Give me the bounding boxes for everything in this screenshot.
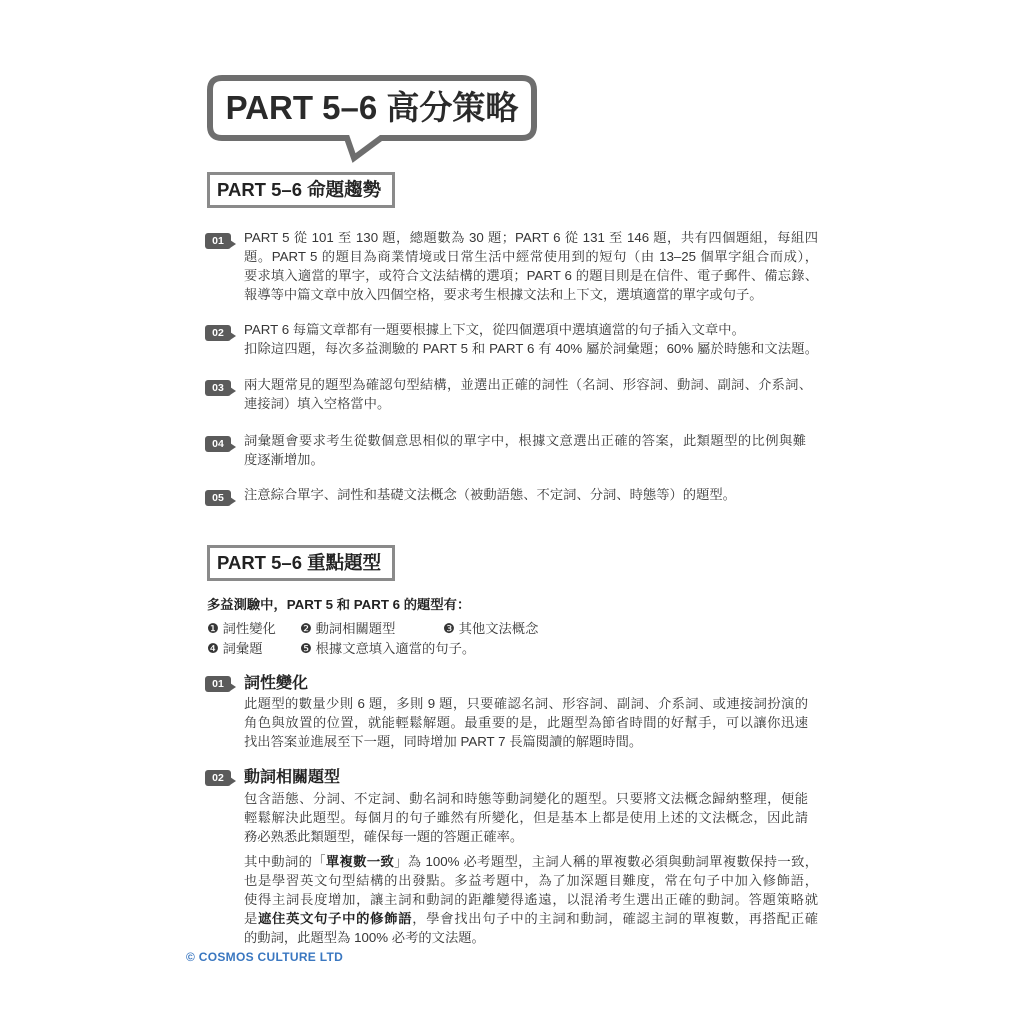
text-line: 也是學習英文句型結構的出發點。多益考題中，為了加深題目難度，常在句子中加入修飾語， bbox=[244, 873, 818, 888]
trend-item-text bbox=[244, 375, 812, 413]
text-line: 包含語態、分詞、不定詞、動名詞和時態等動詞變化的題型。只要將文法概念歸納整理，便能 bbox=[244, 791, 808, 806]
text-segment: ，學會找出句子中的主詞和動詞，確認主詞的單複數，再搭配正確 bbox=[412, 911, 819, 926]
text-segment: 是 bbox=[244, 911, 259, 926]
text-line: 找出答案並進展至下一題，同時增加 PART 7 長篇閱讀的解題時間。 bbox=[244, 733, 643, 749]
item-number-badge: 01 bbox=[205, 233, 231, 249]
text-segment: 」為 100% 必考題型，主詞人稱的單複數必須與動詞單複數保持一致， bbox=[394, 854, 819, 869]
emphasis-text: 遮住英文句子中的修飾語 bbox=[258, 911, 413, 926]
page-title: PART 5–6 高分策略 bbox=[225, 89, 519, 126]
item-number-badge: 03 bbox=[205, 380, 231, 396]
item-number-badge: 02 bbox=[205, 325, 231, 341]
text-line: 輕鬆解決此題型。每個月的句子雖然有所變化，但是基本上都是使用上述的文法概念，因此請 bbox=[244, 809, 808, 825]
text-line: 務必熟悉此類題型，確保每一題的答題正確率。 bbox=[244, 828, 524, 844]
subsection-number-badge: 01 bbox=[205, 676, 231, 692]
copyright-notice: © COSMOS CULTURE LTD bbox=[186, 950, 344, 964]
text-line: 注意綜合單字、詞性和基礎文法概念（被動語態、不定詞、分詞、時態等）的題型。 bbox=[244, 487, 736, 502]
item-number-badge: 04 bbox=[205, 436, 231, 452]
subsection-title: 動詞相關題型 bbox=[244, 769, 341, 786]
type-item: ❷ 動詞相關題型 bbox=[300, 621, 396, 636]
text-line: 兩大題常見的題型為確認句型結構，並選出正確的詞性（名詞、形容詞、動詞、副詞、介系詞、 bbox=[244, 377, 812, 392]
trend-item-text bbox=[244, 228, 818, 304]
text-line bbox=[244, 852, 818, 871]
subsection-number-badge: 02 bbox=[205, 770, 231, 786]
text-line: 角色與放置的位置，就能輕鬆解題。最重要的是，此題型為節省時間的好幫手，可以讓你迅速 bbox=[244, 714, 808, 730]
trend-item-text bbox=[244, 431, 806, 469]
subsection-body bbox=[244, 790, 808, 846]
text-segment: 其中動詞的「 bbox=[244, 854, 326, 869]
trend-item-text bbox=[244, 485, 818, 504]
key-types-intro: 多益測驗中，PART 5 和 PART 6 的題型有： bbox=[207, 597, 471, 612]
text-line: 詞彙題會要求考生從數個意思相似的單字中，根據文意選出正確的答案，此類題型的比例與難 bbox=[244, 433, 806, 448]
text-line: 度逐漸增加。 bbox=[244, 452, 324, 467]
emphasis-text: 單複數一致 bbox=[325, 854, 395, 869]
text-line: 報導等中篇文章中放入四個空格，要求考生根據文法和上下文，選填適當的單字或句子。 bbox=[244, 287, 763, 302]
type-item: ❶ 詞性變化 bbox=[207, 621, 276, 636]
text-line: PART 6 每篇文章都有一題要根據上下文，從四個選項中選填適當的句子插入文章中。 bbox=[244, 322, 745, 337]
text-line: PART 5 從 101 至 130 題，總題數為 30 題；PART 6 從 131 至 146 題，共有四個題組，每組四 bbox=[244, 230, 818, 245]
section-heading-trends: PART 5–6 命題趨勢 bbox=[207, 172, 395, 208]
text-line: 使得主詞長度增加，讓主詞和動詞的距離變得遙遠，以混淆考生選出正確的動詞。答題策略就 bbox=[244, 892, 818, 907]
text-line: 連接詞）填入空格當中。 bbox=[244, 396, 391, 411]
text-line: 題。PART 5 的題目為商業情境或日常生活中經常使用到的短句（由 13–25 個單字組合而成）， bbox=[244, 249, 818, 264]
trend-item-text bbox=[244, 320, 818, 358]
subsection-body bbox=[244, 695, 808, 751]
text-line: 此題型的數量少則 6 題，多則 9 題，只要確認名詞、形容詞、副詞、介系詞、或連接詞扮演的 bbox=[244, 696, 808, 711]
subsection-title: 詞性變化 bbox=[244, 675, 309, 692]
item-number-badge: 05 bbox=[205, 490, 231, 506]
text-line: 要求填入適當的單字，或符合文法結構的選項；PART 6 的題目則是在信件、電子郵件、備忘錄、 bbox=[244, 268, 818, 283]
text-line bbox=[244, 909, 818, 928]
type-item: ❹ 詞彙題 bbox=[207, 641, 263, 656]
text-line: 扣除這四題，每次多益測驗的 PART 5 和 PART 6 有 40% 屬於詞彙題；60% 屬於時態和文法題。 bbox=[244, 341, 818, 356]
section-heading-key-types: PART 5–6 重點題型 bbox=[207, 545, 395, 581]
text-line: 的動詞，此題型為 100% 必考的文法題。 bbox=[244, 930, 485, 945]
type-item: ❺ 根據文意填入適當的句子。 bbox=[300, 641, 476, 656]
type-item: ❸ 其他文法概念 bbox=[443, 621, 539, 636]
subsection-body-paragraph-2 bbox=[244, 852, 818, 947]
